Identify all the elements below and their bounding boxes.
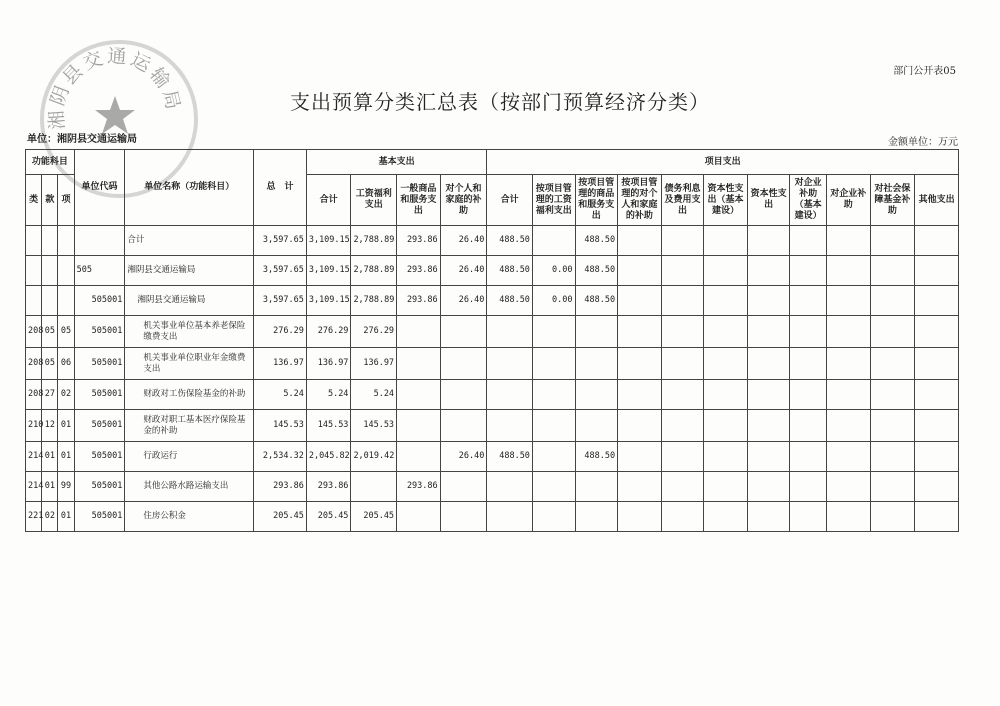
basic-wage-cell: 2,788.89: [351, 256, 397, 286]
kuan-cell: 05: [42, 316, 58, 348]
basic-goods-cell: 293.86: [397, 472, 441, 502]
unit-code-cell: 505001: [74, 442, 125, 472]
empty-cell: [870, 286, 915, 316]
empty-cell: [826, 410, 870, 442]
basic-col-header: 工资福利支出: [351, 175, 397, 226]
kuan-cell: 05: [42, 348, 58, 380]
project-col-header: 其他支出: [915, 175, 959, 226]
empty-cell: [826, 442, 870, 472]
empty-cell: [704, 286, 748, 316]
empty-cell: [915, 226, 959, 256]
basic-wage-cell: 276.29: [351, 316, 397, 348]
empty-cell: [870, 380, 915, 410]
func-subject-header: 功能科目: [26, 150, 75, 175]
basic-wage-cell: 2,019.42: [351, 442, 397, 472]
basic-goods-cell: [397, 410, 441, 442]
project-goods-cell: [575, 348, 618, 380]
project-col-header: 按项目管理的商品和服务支出: [575, 175, 618, 226]
empty-cell: [870, 442, 915, 472]
xiang-cell: 06: [58, 348, 74, 380]
empty-cell: [870, 502, 915, 532]
empty-cell: [661, 472, 704, 502]
basic-personal-cell: [440, 472, 487, 502]
project-goods-cell: [575, 380, 618, 410]
kuan-cell: 01: [42, 442, 58, 472]
empty-cell: [915, 472, 959, 502]
empty-cell: [618, 502, 662, 532]
unit-name-cell: 住房公积金: [125, 502, 254, 532]
empty-cell: [870, 316, 915, 348]
project-expense-header: 项目支出: [487, 150, 959, 175]
unit-name-cell: 湘阴县交通运输局: [125, 286, 254, 316]
basic-total-cell: 136.97: [306, 348, 351, 380]
empty-cell: [870, 256, 915, 286]
form-code: 部门公开表05: [893, 66, 956, 77]
project-wage-cell: [532, 348, 575, 380]
project-total-cell: 488.50: [487, 256, 533, 286]
empty-cell: [826, 226, 870, 256]
table-row: [26, 316, 959, 348]
empty-cell: [915, 256, 959, 286]
total-header: 总 计: [254, 150, 307, 226]
empty-cell: [661, 410, 704, 442]
xiang-cell: [58, 256, 74, 286]
table-row: [26, 380, 959, 410]
project-wage-cell: [532, 502, 575, 532]
basic-goods-cell: [397, 348, 441, 380]
basic-total-cell: 3,109.15: [306, 256, 351, 286]
basic-personal-cell: 26.40: [440, 226, 487, 256]
basic-total-cell: 293.86: [306, 472, 351, 502]
empty-cell: [870, 472, 915, 502]
lei-cell: 208: [26, 316, 42, 348]
empty-cell: [870, 410, 915, 442]
empty-cell: [704, 442, 748, 472]
basic-personal-cell: [440, 410, 487, 442]
empty-cell: [826, 348, 870, 380]
total-cell: 3,597.65: [254, 256, 307, 286]
unit-name: 湘阴县交通运输局: [57, 134, 137, 145]
empty-cell: [790, 472, 827, 502]
project-goods-cell: [575, 316, 618, 348]
total-cell: 136.97: [254, 348, 307, 380]
empty-cell: [915, 410, 959, 442]
basic-goods-cell: [397, 380, 441, 410]
unit-code-cell: [74, 226, 125, 256]
unit-code-cell: 505001: [74, 348, 125, 380]
unit-code-cell: 505001: [74, 316, 125, 348]
project-col-header: 债务利息及费用支出: [661, 175, 704, 226]
lei-cell: 214: [26, 472, 42, 502]
empty-cell: [704, 348, 748, 380]
empty-cell: [661, 256, 704, 286]
basic-total-cell: 3,109.15: [306, 226, 351, 256]
empty-cell: [790, 316, 827, 348]
page-title: 支出预算分类汇总表（按部门预算经济分类）: [290, 90, 710, 114]
project-col-header: 资本性支出（基本建设）: [704, 175, 748, 226]
empty-cell: [618, 442, 662, 472]
project-wage-cell: [532, 410, 575, 442]
xiang-header: 项: [58, 175, 74, 226]
empty-cell: [790, 380, 827, 410]
table-row: [26, 472, 959, 502]
lei-cell: [26, 256, 42, 286]
project-wage-cell: [532, 316, 575, 348]
empty-cell: [618, 380, 662, 410]
unit-code-cell: 505001: [74, 472, 125, 502]
total-cell: 145.53: [254, 410, 307, 442]
basic-wage-cell: [351, 472, 397, 502]
empty-cell: [915, 316, 959, 348]
project-total-cell: 488.50: [487, 226, 533, 256]
basic-goods-cell: [397, 442, 441, 472]
basic-personal-cell: 26.40: [440, 286, 487, 316]
total-cell: 2,534.32: [254, 442, 307, 472]
basic-goods-cell: 293.86: [397, 256, 441, 286]
seal-text: 湘阴县交通运输局: [45, 45, 185, 131]
project-goods-cell: 488.50: [575, 226, 618, 256]
basic-col-header: 合计: [306, 175, 351, 226]
empty-cell: [790, 256, 827, 286]
project-col-header: 对企业补助: [826, 175, 870, 226]
empty-cell: [790, 410, 827, 442]
project-total-cell: [487, 348, 533, 380]
empty-cell: [915, 348, 959, 380]
empty-cell: [747, 442, 790, 472]
unit-code-cell: 505001: [74, 502, 125, 532]
unit-name-cell: 行政运行: [125, 442, 254, 472]
project-col-header: 按项目管理的对个人和家庭的补助: [618, 175, 662, 226]
empty-cell: [747, 502, 790, 532]
project-goods-cell: [575, 410, 618, 442]
lei-cell: 210: [26, 410, 42, 442]
project-col-header: 对企业补助（基本建设）: [790, 175, 827, 226]
empty-cell: [790, 502, 827, 532]
empty-cell: [915, 286, 959, 316]
basic-personal-cell: 26.40: [440, 256, 487, 286]
project-total-cell: [487, 502, 533, 532]
kuan-header: 款: [42, 175, 58, 226]
empty-cell: [747, 316, 790, 348]
empty-cell: [826, 472, 870, 502]
empty-cell: [704, 472, 748, 502]
total-cell: 5.24: [254, 380, 307, 410]
unit-code-cell: 505001: [74, 380, 125, 410]
empty-cell: [618, 472, 662, 502]
unit-name-cell: 湘阴县交通运输局: [125, 256, 254, 286]
basic-goods-cell: [397, 316, 441, 348]
empty-cell: [790, 286, 827, 316]
unit-line: [27, 130, 137, 145]
xiang-cell: 01: [58, 502, 74, 532]
total-cell: 3,597.65: [254, 286, 307, 316]
lei-cell: 208: [26, 380, 42, 410]
kuan-cell: [42, 286, 58, 316]
basic-expense-header: 基本支出: [306, 150, 486, 175]
project-total-cell: [487, 380, 533, 410]
unit-label: 单位：: [27, 134, 57, 145]
basic-goods-cell: 293.86: [397, 226, 441, 256]
empty-cell: [790, 226, 827, 256]
basic-goods-cell: 293.86: [397, 286, 441, 316]
kuan-cell: 12: [42, 410, 58, 442]
empty-cell: [915, 380, 959, 410]
lei-header: 类: [26, 175, 42, 226]
lei-cell: [26, 286, 42, 316]
budget-table: [25, 149, 959, 532]
table-row: [26, 348, 959, 380]
basic-wage-cell: 136.97: [351, 348, 397, 380]
empty-cell: [618, 348, 662, 380]
empty-cell: [747, 286, 790, 316]
xiang-cell: [58, 226, 74, 256]
basic-wage-cell: 145.53: [351, 410, 397, 442]
empty-cell: [618, 410, 662, 442]
empty-cell: [661, 502, 704, 532]
empty-cell: [826, 316, 870, 348]
empty-cell: [747, 410, 790, 442]
basic-total-cell: 3,109.15: [306, 286, 351, 316]
basic-wage-cell: 2,788.89: [351, 226, 397, 256]
unit-name-cell: 财政对职工基本医疗保险基金的补助: [125, 410, 254, 442]
empty-cell: [704, 226, 748, 256]
xiang-cell: [58, 286, 74, 316]
kuan-cell: [42, 256, 58, 286]
basic-total-cell: 5.24: [306, 380, 351, 410]
table-row: [26, 410, 959, 442]
empty-cell: [915, 442, 959, 472]
table-row: [26, 286, 959, 316]
empty-cell: [747, 226, 790, 256]
table-row: [26, 226, 959, 256]
basic-personal-cell: 26.40: [440, 442, 487, 472]
empty-cell: [618, 316, 662, 348]
lei-cell: 214: [26, 442, 42, 472]
unit-code-header: 单位代码: [74, 150, 125, 226]
project-wage-cell: [532, 226, 575, 256]
empty-cell: [826, 380, 870, 410]
unit-name-cell: 合计: [125, 226, 254, 256]
kuan-cell: 01: [42, 472, 58, 502]
project-wage-cell: [532, 380, 575, 410]
total-cell: 293.86: [254, 472, 307, 502]
empty-cell: [704, 380, 748, 410]
empty-cell: [661, 316, 704, 348]
empty-cell: [747, 348, 790, 380]
xiang-cell: 05: [58, 316, 74, 348]
basic-wage-cell: 5.24: [351, 380, 397, 410]
unit-name-cell: 财政对工伤保险基金的补助: [125, 380, 254, 410]
project-wage-cell: 0.00: [532, 256, 575, 286]
unit-name-cell: 机关事业单位基本养老保险缴费支出: [125, 316, 254, 348]
empty-cell: [790, 348, 827, 380]
basic-personal-cell: [440, 380, 487, 410]
total-cell: 205.45: [254, 502, 307, 532]
empty-cell: [870, 226, 915, 256]
kuan-cell: 27: [42, 380, 58, 410]
xiang-cell: 01: [58, 410, 74, 442]
empty-cell: [826, 286, 870, 316]
basic-col-header: 一般商品和服务支出: [397, 175, 441, 226]
project-goods-cell: 488.50: [575, 256, 618, 286]
empty-cell: [915, 502, 959, 532]
empty-cell: [618, 256, 662, 286]
basic-personal-cell: [440, 502, 487, 532]
project-total-cell: [487, 316, 533, 348]
table-row: [26, 256, 959, 286]
empty-cell: [747, 380, 790, 410]
empty-cell: [618, 226, 662, 256]
basic-total-cell: 2,045.82: [306, 442, 351, 472]
empty-cell: [826, 502, 870, 532]
table-row: [26, 442, 959, 472]
project-col-header: 资本性支出: [747, 175, 790, 226]
lei-cell: 221: [26, 502, 42, 532]
empty-cell: [661, 348, 704, 380]
total-cell: 3,597.65: [254, 226, 307, 256]
xiang-cell: 01: [58, 442, 74, 472]
unit-name-cell: 其他公路水路运输支出: [125, 472, 254, 502]
project-wage-cell: 0.00: [532, 286, 575, 316]
basic-wage-cell: 2,788.89: [351, 286, 397, 316]
empty-cell: [826, 256, 870, 286]
basic-wage-cell: 205.45: [351, 502, 397, 532]
project-total-cell: 488.50: [487, 442, 533, 472]
basic-total-cell: 205.45: [306, 502, 351, 532]
basic-col-header: 对个人和家庭的补助: [440, 175, 487, 226]
basic-total-cell: 145.53: [306, 410, 351, 442]
empty-cell: [790, 442, 827, 472]
empty-cell: [870, 348, 915, 380]
basic-total-cell: 276.29: [306, 316, 351, 348]
empty-cell: [704, 502, 748, 532]
empty-cell: [661, 226, 704, 256]
unit-name-cell: 机关事业单位职业年金缴费支出: [125, 348, 254, 380]
kuan-cell: [42, 226, 58, 256]
project-goods-cell: 488.50: [575, 442, 618, 472]
empty-cell: [661, 286, 704, 316]
project-col-header: 按项目管理的工资福利支出: [532, 175, 575, 226]
unit-code-cell: 505001: [74, 286, 125, 316]
lei-cell: 208: [26, 348, 42, 380]
basic-goods-cell: [397, 502, 441, 532]
project-goods-cell: [575, 502, 618, 532]
empty-cell: [661, 380, 704, 410]
amount-unit: 金额单位：万元: [888, 137, 958, 148]
xiang-cell: 99: [58, 472, 74, 502]
empty-cell: [704, 316, 748, 348]
empty-cell: [704, 410, 748, 442]
project-wage-cell: [532, 442, 575, 472]
project-total-cell: [487, 472, 533, 502]
unit-name-header: 单位名称（功能科目）: [125, 150, 254, 226]
total-cell: 276.29: [254, 316, 307, 348]
budget-table-body: [26, 226, 959, 532]
project-col-header: 对社会保障基金补助: [870, 175, 915, 226]
project-total-cell: [487, 410, 533, 442]
xiang-cell: 02: [58, 380, 74, 410]
kuan-cell: 02: [42, 502, 58, 532]
empty-cell: [618, 286, 662, 316]
empty-cell: [661, 442, 704, 472]
project-col-header: 合计: [487, 175, 533, 226]
project-wage-cell: [532, 472, 575, 502]
lei-cell: [26, 226, 42, 256]
basic-personal-cell: [440, 348, 487, 380]
project-goods-cell: [575, 472, 618, 502]
empty-cell: [747, 472, 790, 502]
unit-code-cell: 505: [74, 256, 125, 286]
empty-cell: [704, 256, 748, 286]
table-row: [26, 502, 959, 532]
unit-code-cell: 505001: [74, 410, 125, 442]
project-total-cell: 488.50: [487, 286, 533, 316]
empty-cell: [747, 256, 790, 286]
basic-personal-cell: [440, 316, 487, 348]
project-goods-cell: 488.50: [575, 286, 618, 316]
